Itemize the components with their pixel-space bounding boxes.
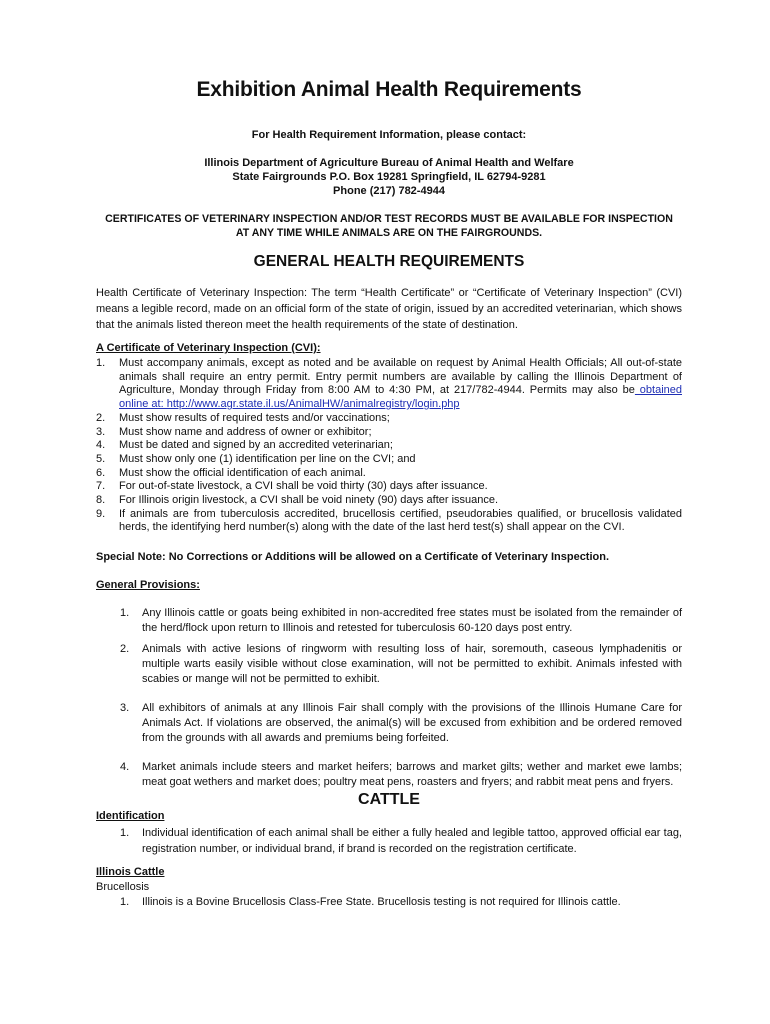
permit-link[interactable]: obtained online at: http://www.agr.state.il.us/AnimalHW/animalregistry/login.php bbox=[119, 384, 682, 411]
list-item-number: 8. bbox=[96, 494, 106, 507]
list-item bbox=[120, 642, 682, 687]
list-item-text: Any Illinois cattle or goats being exhibited in non-accredited free states must be isolated from the remainder of the herd/flock upon return to Illinois and retested for tuberculosis 60-120 days post entry. bbox=[142, 607, 682, 634]
list-item-text: Market animals include steers and market heifers; barrows and market gilts; wether and market ewe lambs; meat goat wethers and market does; poultry meat pens, roasters and fryers; and rabbit meat pens and fryers. bbox=[142, 761, 682, 788]
general-intro: Health Certificate of Veterinary Inspection: The term “Health Certificate” or “Certificate of Veterinary Inspection” (CVI) means a legible record, made on an official form of the state of origin, issued by an accredited veterinarian, which shows that the animals listed thereon meet the health requirements of the state of destination. bbox=[96, 287, 682, 331]
certificates-notice-line2: AT ANY TIME WHILE ANIMALS ARE ON THE FAIRGROUNDS. bbox=[235, 227, 543, 239]
list-item-text: For Illinois origin livestock, a CVI shall be void ninety (90) days after issuance. bbox=[119, 494, 499, 507]
contact-heading: For Health Requirement Information, please contact: bbox=[251, 129, 527, 141]
list-item bbox=[96, 453, 682, 467]
list-item bbox=[120, 701, 682, 746]
list-item-number: 2. bbox=[96, 411, 106, 424]
list-item bbox=[96, 426, 682, 440]
list-item-number: 1. bbox=[120, 607, 130, 619]
provisions-list bbox=[120, 606, 682, 790]
illinois-cattle-heading: Illinois Cattle bbox=[96, 866, 165, 878]
list-item-number: 5. bbox=[96, 452, 106, 465]
list-item-text: Must show results of required tests and/or vaccinations; bbox=[119, 411, 390, 424]
list-item bbox=[120, 895, 682, 910]
list-item-text: Animals with active lesions of ringworm with resulting loss of hair, soremouth, caseous lymphadenitis or multiple warts easily visible without close examination, will not be permitted to exhibit. Animals infested with scabies or mange will not be permitted to exhibit. bbox=[142, 643, 682, 685]
provisions-heading: General Provisions: bbox=[96, 579, 200, 591]
list-item bbox=[96, 412, 682, 426]
contact-org: Illinois Department of Agriculture Bureau of Animal Health and Welfare bbox=[204, 157, 574, 169]
list-item-text: Must accompany animals, except as noted and be available on request by Animal Health Officials; All out-of-state animals shall require an entry permit. Entry permit numbers are available by calling the Illinois Department of Agriculture, Monday through Friday from 8:00 AM to 4:30 PM, at 217/782-4944. Permits may also be bbox=[119, 357, 682, 397]
general-heading: GENERAL HEALTH REQUIREMENTS bbox=[253, 253, 525, 270]
list-item-number: 6. bbox=[96, 466, 106, 479]
list-item bbox=[96, 508, 682, 535]
list-item bbox=[96, 467, 682, 481]
list-item bbox=[120, 825, 682, 857]
list-item-number: 3. bbox=[96, 425, 106, 438]
contact-address: State Fairgrounds P.O. Box 19281 Springfield, IL 62794-9281 bbox=[232, 171, 546, 183]
list-item-text: Must show only one (1) identification per line on the CVI; and bbox=[119, 452, 416, 465]
list-item bbox=[120, 760, 682, 790]
cvi-heading: A Certificate of Veterinary Inspection (CVI): bbox=[96, 342, 321, 354]
list-item bbox=[96, 480, 682, 494]
certificates-notice-line1: CERTIFICATES OF VETERINARY INSPECTION AND/OR TEST RECORDS MUST BE AVAILABLE FOR INSPECTION bbox=[105, 213, 673, 225]
identification-list bbox=[120, 825, 682, 857]
list-item-number: 1. bbox=[96, 357, 106, 369]
list-item-text: All exhibitors of animals at any Illinois Fair shall comply with the provisions of the Illinois Humane Care for Animals Act. If violations are observed, the animal(s) will be excused from exhibition and be ordered removed from the grounds with all awards and premiums being forfeited. bbox=[142, 702, 682, 744]
list-item-number: 4. bbox=[120, 761, 130, 773]
list-item-number: 2. bbox=[120, 643, 130, 655]
list-item-text: Must be dated and signed by an accredited veterinarian; bbox=[119, 439, 393, 452]
list-item bbox=[96, 494, 682, 508]
brucellosis-list bbox=[120, 895, 682, 910]
page-title: Exhibition Animal Health Requirements bbox=[196, 78, 582, 101]
list-item bbox=[96, 357, 682, 412]
list-item-text: For out-of-state livestock, a CVI shall be void thirty (30) days after issuance. bbox=[119, 480, 488, 493]
contact-phone: Phone (217) 782-4944 bbox=[333, 185, 445, 197]
list-item-text: Must show the official identification of each animal. bbox=[119, 466, 366, 479]
list-item bbox=[96, 439, 682, 453]
list-item-text: If animals are from tuberculosis accredited, brucellosis certified, pseudorabies qualified, or brucellosis validated herds, the identifying herd number(s) along with the date of the last herd test(s) shall appear on the CVI. bbox=[119, 507, 682, 534]
list-item-number: 7. bbox=[96, 480, 106, 493]
special-note: Special Note: No Corrections or Additions will be allowed on a Certificate of Veterinary Inspection. bbox=[96, 551, 610, 563]
list-item-number: 1. bbox=[120, 827, 130, 839]
list-item-text: Individual identification of each animal shall be either a fully healed and legible tattoo, approved official ear tag, registration number, or individual brand, if brand is recorded on the registration certificate. bbox=[142, 827, 682, 855]
cattle-heading: CATTLE bbox=[358, 791, 420, 808]
identification-heading: Identification bbox=[96, 810, 165, 822]
list-item-number: 3. bbox=[120, 702, 130, 714]
list-item-text: Must show name and address of owner or exhibitor; bbox=[119, 425, 372, 438]
cvi-list bbox=[96, 357, 682, 535]
list-item bbox=[120, 606, 682, 636]
brucellosis-label: Brucellosis bbox=[96, 881, 150, 893]
list-item-text: Illinois is a Bovine Brucellosis Class-Free State. Brucellosis testing is not required for Illinois cattle. bbox=[142, 896, 621, 908]
list-item-number: 4. bbox=[96, 439, 106, 452]
list-item-number: 9. bbox=[96, 507, 106, 520]
list-item-number: 1. bbox=[120, 896, 130, 908]
